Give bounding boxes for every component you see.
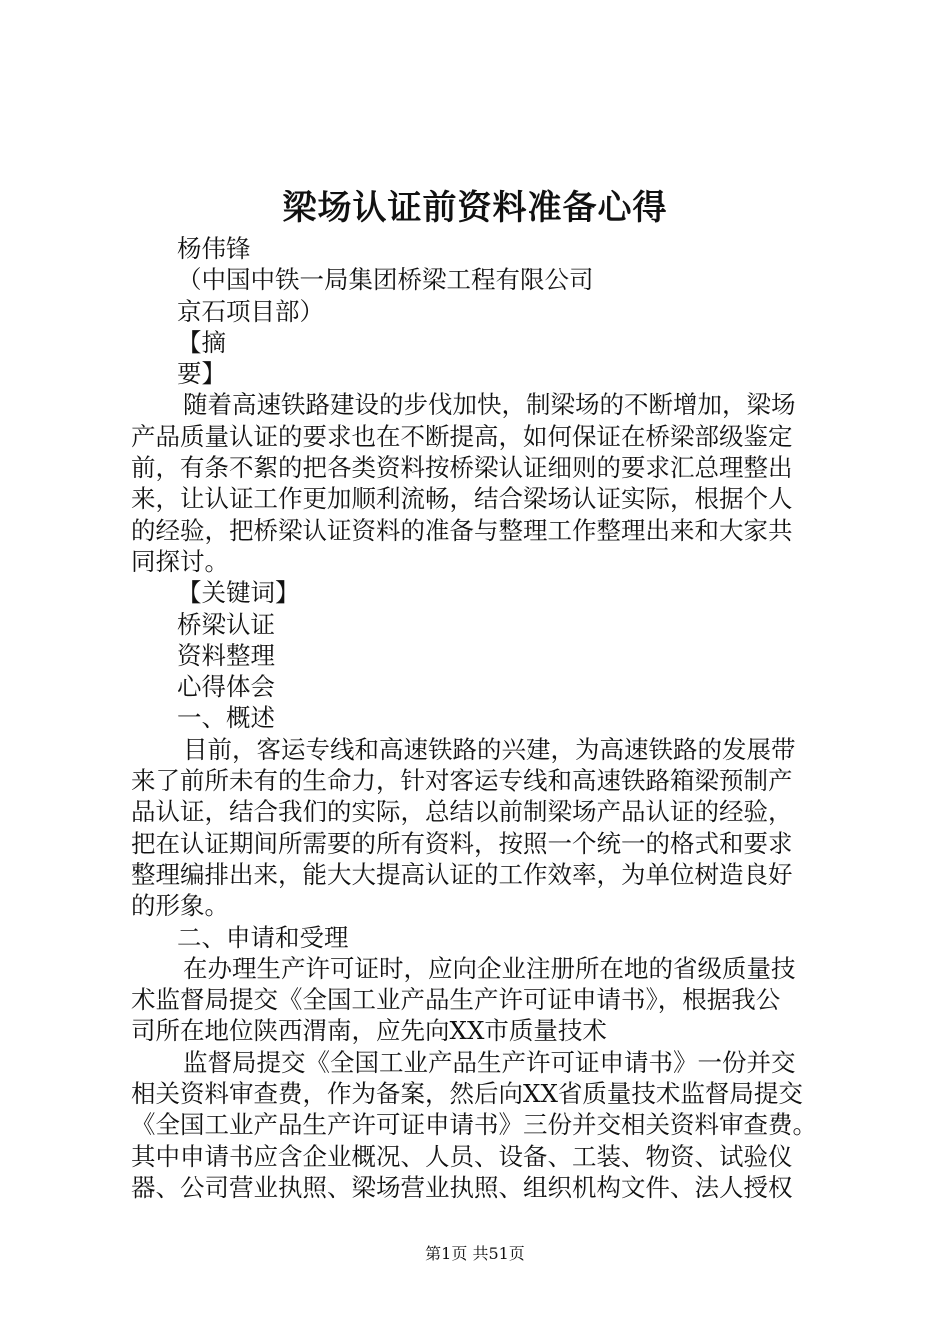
abstract-label: 【摘 (177, 327, 226, 357)
paragraph-line: 器、公司营业执照、梁场营业执照、组织机构文件、法人授权 (131, 1172, 793, 1202)
paragraph-line: 司所在地位陕西渭南，应先向XX市质量技术 (131, 1016, 607, 1046)
document-title: 梁场认证前资料准备心得 (282, 188, 668, 228)
document-body (131, 233, 831, 1203)
keyword-item: 资料整理 (177, 640, 275, 670)
keywords-label: 【关键词】 (177, 578, 300, 608)
paragraph-line: 监督局提交《全国工业产品生产许可证申请书》一份并交 (183, 1047, 796, 1077)
affiliation-line: 京石项目部） (177, 296, 324, 326)
paragraph-line: 整理编排出来，能大大提高认证的工作效率，为单位树造良好 (131, 859, 793, 889)
keyword-item: 心得体会 (177, 672, 275, 702)
paragraph-line: 品认证，结合我们的实际，总结以前制梁场产品认证的经验， (131, 797, 793, 827)
author-line: 杨伟锋 (177, 234, 251, 263)
abstract-label: 要】 (177, 359, 226, 389)
paragraph-line: 《全国工业产品生产许可证申请书》三份并交相关资料审查费。 (131, 1110, 817, 1140)
paragraph-line: 相关资料审查费，作为备案，然后向XX省质量技术监督局提交 (131, 1079, 803, 1109)
abstract-line: 同探讨。 (131, 546, 229, 576)
abstract-line: 的经验，把桥梁认证资料的准备与整理工作整理出来和大家共 (131, 515, 793, 545)
paragraph-line: 的形象。 (131, 891, 229, 921)
abstract-line: 产品质量认证的要求也在不断提高，如何保证在桥梁部级鉴定 (131, 421, 793, 451)
section-heading: 二、申请和受理 (177, 922, 349, 952)
paragraph-line: 目前，客运专线和高速铁路的兴建，为高速铁路的发展带 (183, 734, 796, 764)
affiliation-line: （中国中铁一局集团桥梁工程有限公司 (177, 265, 594, 295)
abstract-line: 来，让认证工作更加顺利流畅，结合梁场认证实际，根据个人 (131, 484, 793, 514)
paragraph-line: 来了前所未有的生命力，针对客运专线和高速铁路箱梁预制产 (131, 766, 793, 796)
paragraph-line: 其中申请书应含企业概况、人员、设备、工装、物资、试验仪 (131, 1141, 793, 1171)
abstract-line: 随着高速铁路建设的步伐加快，制梁场的不断增加，梁场 (183, 390, 796, 420)
paragraph-line: 在办理生产许可证时，应向企业注册所在地的省级质量技 (183, 953, 796, 983)
paragraph-line: 把在认证期间所需要的所有资料，按照一个统一的格式和要求 (131, 828, 793, 858)
keyword-item: 桥梁认证 (177, 609, 275, 639)
paragraph-line: 术监督局提交《全国工业产品生产许可证申请书》，根据我公 (131, 985, 781, 1015)
abstract-line: 前，有条不絮的把各类资料按桥梁认证细则的要求汇总理整出 (131, 453, 793, 483)
section-heading: 一、概述 (177, 703, 275, 733)
page-number: 第1页 共51页 (425, 1244, 525, 1263)
